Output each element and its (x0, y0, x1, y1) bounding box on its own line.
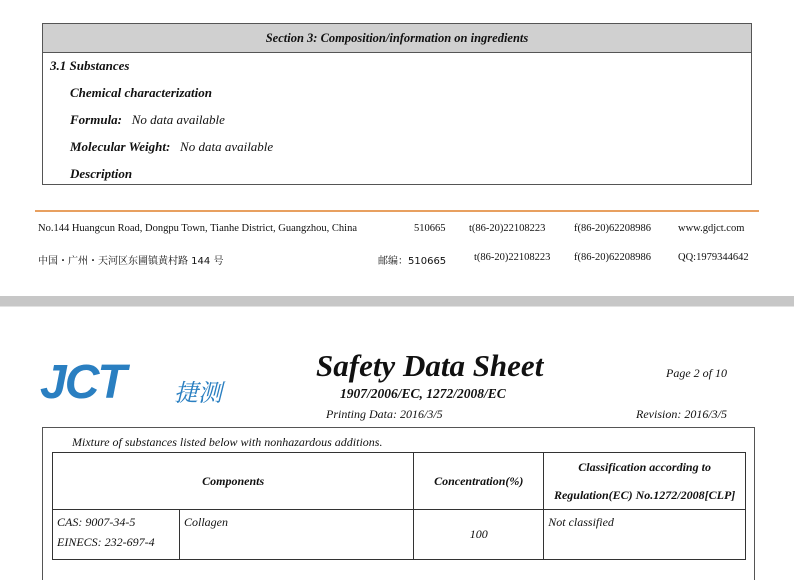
components-header: Components (53, 453, 414, 510)
revision-date: Revision: 2016/3/5 (636, 407, 727, 421)
mixture-intro: Mixture of substances listed below with nonhazardous additions. (72, 435, 383, 449)
document-regulations: 1907/2006/EC, 1272/2008/EC (340, 386, 506, 401)
logo-chinese: 捷测 (174, 379, 222, 407)
page-separator-edge (0, 306, 794, 307)
footer-address-cn: 中国・广州・天河区东圃镇黄村路 144 号 (38, 256, 224, 267)
einecs-number: EINECS: 232-697-4 (57, 535, 155, 549)
company-logo (40, 357, 240, 409)
molecular-weight-row (70, 139, 273, 155)
component-name: Collagen (180, 510, 414, 560)
footer-fax-cn: f(86-20)62208986 (574, 252, 651, 263)
section-3-box (42, 23, 752, 185)
identifier-cell (53, 510, 180, 560)
document-title: Safety Data Sheet (316, 348, 544, 383)
footer-tel: t(86-20)22108223 (469, 223, 546, 234)
concentration-header: Concentration(%) (414, 453, 544, 510)
page-number: Page 2 of 10 (666, 366, 727, 380)
molecular-weight-label: Molecular Weight: (70, 139, 171, 154)
page-separator (0, 296, 794, 306)
classification-header (544, 453, 746, 510)
printing-date: Printing Data: 2016/3/5 (326, 407, 443, 421)
table-row (53, 510, 746, 560)
footer-qq: QQ:1979344642 (678, 252, 749, 263)
classification-value: Not classified (544, 510, 746, 560)
logo-text: JCT (40, 356, 125, 409)
chemical-characterization: Chemical characterization (70, 85, 212, 100)
formula-row (70, 112, 225, 128)
components-table (52, 452, 746, 560)
footer-address: No.144 Huangcun Road, Dongpu Town, Tianhe District, Guangzhou, China (38, 223, 358, 234)
classification-header-line2: Regulation(EC) No.1272/2008[CLP] (553, 488, 736, 502)
section-header: Section 3: Composition/information on ingredients (43, 24, 751, 53)
cas-number: CAS: 9007-34-5 (57, 515, 136, 529)
substances-heading: 3.1 Substances (50, 58, 130, 73)
table-header-row (53, 453, 746, 510)
molecular-weight-value: No data available (180, 139, 274, 154)
footer-fax: f(86-20)62208986 (574, 223, 651, 234)
formula-label: Formula: (70, 112, 123, 127)
footer-line-english (38, 223, 758, 234)
footer-postcode-cn: 邮编：510665 (378, 256, 447, 267)
footer-postcode: 510665 (414, 223, 446, 234)
classification-header-line1: Classification according to (578, 460, 711, 474)
concentration-value: 100 (414, 510, 544, 560)
formula-value: No data available (131, 112, 225, 127)
footer-tel-cn: t(86-20)22108223 (474, 252, 551, 263)
footer-divider (35, 210, 759, 212)
footer-line-chinese (38, 252, 758, 267)
description-heading: Description (70, 166, 133, 181)
footer-website: www.gdjct.com (678, 223, 745, 234)
